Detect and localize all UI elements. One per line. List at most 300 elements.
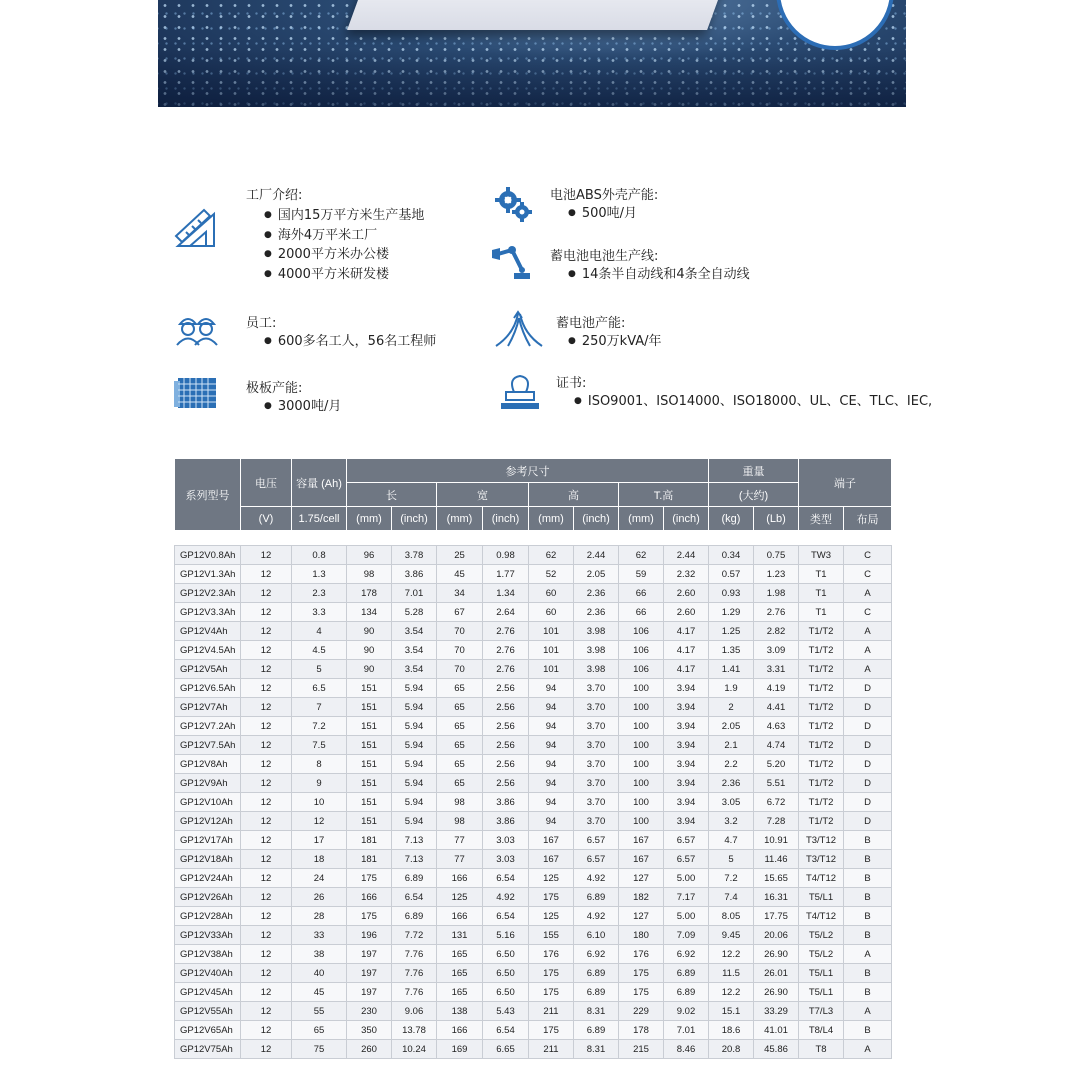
spec-cell: T3/T12	[799, 850, 844, 869]
spec-cell: 167	[619, 850, 664, 869]
spec-cell: B	[844, 983, 892, 1002]
spec-cell: 151	[347, 736, 392, 755]
robot-arm-icon	[490, 244, 536, 284]
spec-cell: 100	[619, 736, 664, 755]
feature-factory	[246, 184, 424, 284]
model-cell: GP12V75Ah	[175, 1040, 241, 1059]
spec-cell: 45	[437, 565, 483, 584]
spec-cell: 125	[529, 907, 574, 926]
model-cell: GP12V45Ah	[175, 983, 241, 1002]
spec-cell: A	[844, 1040, 892, 1059]
model-cell: GP12V6.5Ah	[175, 679, 241, 698]
spec-cell: 3.70	[574, 755, 619, 774]
spec-cell: T1/T2	[799, 698, 844, 717]
spec-cell: 10.24	[392, 1040, 437, 1059]
spec-cell: 0.93	[709, 584, 754, 603]
model-cell: GP12V7Ah	[175, 698, 241, 717]
spec-cell: 4.17	[664, 622, 709, 641]
spec-cell: T7/L3	[799, 1002, 844, 1021]
spec-cell: 9.02	[664, 1002, 709, 1021]
spec-cell: 6.50	[483, 964, 529, 983]
spec-cell: 7.76	[392, 945, 437, 964]
spec-cell: 66	[619, 603, 664, 622]
spec-cell: 230	[347, 1002, 392, 1021]
spec-cell: T5/L2	[799, 945, 844, 964]
spec-cell: 2.64	[483, 603, 529, 622]
spec-cell: 175	[529, 1021, 574, 1040]
spec-cell: 166	[437, 869, 483, 888]
spec-cell: 17.75	[754, 907, 799, 926]
spec-cell: 94	[529, 774, 574, 793]
spec-cell: 18	[292, 850, 347, 869]
spec-cell: 3.70	[574, 736, 619, 755]
spec-cell: 6.89	[574, 964, 619, 983]
spec-cell: 33.29	[754, 1002, 799, 1021]
spec-cell: 101	[529, 622, 574, 641]
spec-cell: 65	[437, 698, 483, 717]
spec-cell: 151	[347, 812, 392, 831]
feature-staff	[246, 312, 436, 352]
spec-cell: 165	[437, 964, 483, 983]
spec-cell: 5.94	[392, 793, 437, 812]
spec-cell: A	[844, 622, 892, 641]
spec-cell: B	[844, 1021, 892, 1040]
spec-cell: 176	[619, 945, 664, 964]
spec-cell: 12	[241, 1021, 292, 1040]
spec-cell: 100	[619, 755, 664, 774]
spec-cell: 94	[529, 736, 574, 755]
spec-cell: 7.76	[392, 983, 437, 1002]
spec-cell: 175	[619, 983, 664, 1002]
spec-cell: 4.17	[664, 660, 709, 679]
spec-cell: 45	[292, 983, 347, 1002]
spec-cell: 20.06	[754, 926, 799, 945]
spec-cell: 229	[619, 1002, 664, 1021]
spec-cell: 12	[241, 964, 292, 983]
spec-cell: 5.51	[754, 774, 799, 793]
spec-cell: 2.76	[754, 603, 799, 622]
spec-cell: 169	[437, 1040, 483, 1059]
table-row	[175, 1002, 892, 1021]
spec-cell: 12	[241, 622, 292, 641]
spec-cell: 5.28	[392, 603, 437, 622]
header-terminal-layout: 布局	[844, 507, 892, 531]
spec-cell: 94	[529, 812, 574, 831]
spec-cell: 6.92	[664, 945, 709, 964]
spec-cell: D	[844, 774, 892, 793]
spec-cell: T1/T2	[799, 774, 844, 793]
banner-product-box	[347, 0, 729, 30]
spec-cell: A	[844, 584, 892, 603]
spec-cell: 12	[241, 793, 292, 812]
header-unit-kg: (kg)	[709, 507, 754, 531]
model-cell: GP12V28Ah	[175, 907, 241, 926]
spec-cell: T5/L1	[799, 888, 844, 907]
model-cell: GP12V4Ah	[175, 622, 241, 641]
spec-cell: 12	[241, 679, 292, 698]
spec-cell: 4.5	[292, 641, 347, 660]
feature-line-item: ● 14条半自动线和4条全自动线	[568, 265, 750, 285]
spec-cell: 100	[619, 679, 664, 698]
spec-cell: 100	[619, 698, 664, 717]
feature-factory-item: ● 2000平方米办公楼	[264, 245, 424, 265]
spec-cell: 65	[292, 1021, 347, 1040]
spec-cell: 3.2	[709, 812, 754, 831]
table-row	[175, 850, 892, 869]
table-row	[175, 983, 892, 1002]
spec-cell: 16.31	[754, 888, 799, 907]
spec-cell: 0.98	[483, 546, 529, 565]
table-row	[175, 717, 892, 736]
header-voltage-unit: (V)	[241, 507, 292, 531]
spec-cell: 1.25	[709, 622, 754, 641]
spec-cell: 12	[241, 565, 292, 584]
ruler-triangle-icon	[174, 206, 222, 254]
model-cell: GP12V17Ah	[175, 831, 241, 850]
spec-cell: B	[844, 907, 892, 926]
spec-cell: 11.5	[709, 964, 754, 983]
spec-cell: 151	[347, 679, 392, 698]
spec-cell: 12	[241, 907, 292, 926]
spec-cell: 55	[292, 1002, 347, 1021]
spec-cell: 59	[619, 565, 664, 584]
feature-cert-item: ● ISO9001、ISO14000、ISO18000、UL、CE、TLC、IEC,	[574, 392, 932, 412]
table-row	[175, 565, 892, 584]
spec-cell: 0.8	[292, 546, 347, 565]
table-row	[175, 888, 892, 907]
spec-cell: C	[844, 603, 892, 622]
workers-icon	[174, 312, 222, 350]
spec-cell: 5.94	[392, 698, 437, 717]
model-cell: GP12V4.5Ah	[175, 641, 241, 660]
spec-cell: 77	[437, 850, 483, 869]
spec-cell: 26.90	[754, 983, 799, 1002]
spec-cell: 2.56	[483, 679, 529, 698]
spec-cell: T1/T2	[799, 641, 844, 660]
spec-cell: 7.09	[664, 926, 709, 945]
spec-cell: 106	[619, 660, 664, 679]
spec-cell: 12	[241, 850, 292, 869]
spec-cell: 24	[292, 869, 347, 888]
spec-cell: 65	[437, 736, 483, 755]
spec-cell: 3.70	[574, 717, 619, 736]
spec-cell: 7.13	[392, 831, 437, 850]
spec-cell: 3.94	[664, 755, 709, 774]
spec-cell: 2.76	[483, 641, 529, 660]
spec-cell: 1.3	[292, 565, 347, 584]
spec-cell: A	[844, 660, 892, 679]
table-row	[175, 603, 892, 622]
spec-cell: 175	[529, 888, 574, 907]
spec-cell: 98	[437, 812, 483, 831]
spec-cell: 101	[529, 660, 574, 679]
spec-cell: 12	[241, 983, 292, 1002]
spec-cell: 7.13	[392, 850, 437, 869]
feature-line-title: 蓄电池电池生产线:	[550, 249, 659, 264]
spec-cell: 6.54	[483, 907, 529, 926]
spec-cell: 100	[619, 774, 664, 793]
spec-cell: A	[844, 1002, 892, 1021]
spec-cell: 9.45	[709, 926, 754, 945]
spec-cell: T1	[799, 584, 844, 603]
spec-cell: 1.29	[709, 603, 754, 622]
spec-cell: 7.72	[392, 926, 437, 945]
spec-cell: T5/L1	[799, 964, 844, 983]
model-cell: GP12V65Ah	[175, 1021, 241, 1040]
spec-cell: 1.9	[709, 679, 754, 698]
spec-cell: 96	[347, 546, 392, 565]
spec-cell: 94	[529, 679, 574, 698]
spec-cell: 5.16	[483, 926, 529, 945]
spec-cell: T4/T12	[799, 907, 844, 926]
banner-floor-shade	[158, 47, 906, 107]
spec-cell: 12.2	[709, 983, 754, 1002]
header-model: 系列型号	[175, 459, 241, 531]
spec-cell: 5.94	[392, 755, 437, 774]
spec-cell: 125	[529, 869, 574, 888]
model-cell: GP12V38Ah	[175, 945, 241, 964]
spec-cell: B	[844, 850, 892, 869]
spec-cell: 94	[529, 793, 574, 812]
table-row	[175, 907, 892, 926]
spec-cell: 8.31	[574, 1002, 619, 1021]
spec-cell: 175	[347, 907, 392, 926]
spec-cell: 2.82	[754, 622, 799, 641]
header-capacity-rate: 1.75/cell	[292, 507, 347, 531]
spec-cell: 12	[241, 831, 292, 850]
spec-cell: 5.94	[392, 812, 437, 831]
spec-cell: 3.94	[664, 698, 709, 717]
header-unit-lb: (Lb)	[754, 507, 799, 531]
spec-cell: 2.60	[664, 603, 709, 622]
spec-cell: 181	[347, 850, 392, 869]
spec-cell: 12	[241, 945, 292, 964]
spec-cell: 3.86	[483, 793, 529, 812]
spec-cell: C	[844, 565, 892, 584]
spec-cell: 90	[347, 622, 392, 641]
spec-cell: 3.86	[392, 565, 437, 584]
spec-cell: 40	[292, 964, 347, 983]
model-cell: GP12V3.3Ah	[175, 603, 241, 622]
spec-cell: 2.56	[483, 717, 529, 736]
header-unit-mm: (mm)	[619, 507, 664, 531]
spec-cell: 3.98	[574, 641, 619, 660]
spec-cell: 167	[529, 831, 574, 850]
spec-cell: 180	[619, 926, 664, 945]
spec-cell: 6.89	[574, 1021, 619, 1040]
table-row	[175, 869, 892, 888]
spec-cell: 175	[347, 869, 392, 888]
spec-cell: 1.41	[709, 660, 754, 679]
spec-cell: 34	[437, 584, 483, 603]
header-width: 宽	[437, 483, 529, 507]
feature-abs-item: ● 500吨/月	[568, 204, 658, 224]
spec-cell: 60	[529, 584, 574, 603]
feature-staff-item: ● 600多名工人，56名工程师	[264, 332, 436, 352]
spec-cell: 20.8	[709, 1040, 754, 1059]
spec-cell: 1.23	[754, 565, 799, 584]
model-cell: GP12V7.2Ah	[175, 717, 241, 736]
spec-cell: 3.94	[664, 717, 709, 736]
spec-cell: D	[844, 698, 892, 717]
spec-cell: 197	[347, 945, 392, 964]
spec-cell: T1	[799, 603, 844, 622]
table-row	[175, 793, 892, 812]
spec-table-header	[174, 458, 892, 531]
spec-table	[174, 458, 891, 1059]
spec-cell: 166	[437, 1021, 483, 1040]
spec-cell: 3.98	[574, 622, 619, 641]
spec-cell: 3.70	[574, 774, 619, 793]
header-weight-approx: (大约)	[709, 483, 799, 507]
spec-cell: 77	[437, 831, 483, 850]
spec-cell: 3.31	[754, 660, 799, 679]
spec-cell: 12	[241, 698, 292, 717]
spec-cell: 94	[529, 755, 574, 774]
spec-cell: 4.7	[709, 831, 754, 850]
spec-cell: 178	[347, 584, 392, 603]
spec-cell: T1/T2	[799, 660, 844, 679]
spec-cell: 90	[347, 641, 392, 660]
spec-cell: 2.44	[664, 546, 709, 565]
spec-cell: 5.00	[664, 907, 709, 926]
feature-factory-item: ● 国内15万平方米生产基地	[264, 206, 424, 226]
spec-cell: 6.92	[574, 945, 619, 964]
spec-cell: 197	[347, 983, 392, 1002]
header-terminal: 端子	[799, 459, 892, 507]
spec-cell: C	[844, 546, 892, 565]
spec-cell: 106	[619, 641, 664, 660]
spec-cell: 2.1	[709, 736, 754, 755]
spec-cell: 12	[241, 603, 292, 622]
spec-cell: 12	[241, 869, 292, 888]
table-row	[175, 622, 892, 641]
feature-factory-item: ● 4000平方米研发楼	[264, 265, 424, 285]
spec-cell: B	[844, 888, 892, 907]
spec-cell: T1	[799, 565, 844, 584]
spec-cell: 10.91	[754, 831, 799, 850]
spec-cell: 2.60	[664, 584, 709, 603]
spec-cell: 6.89	[664, 983, 709, 1002]
spec-cell: B	[844, 964, 892, 983]
spec-cell: 5.94	[392, 774, 437, 793]
spec-cell: 3.94	[664, 812, 709, 831]
spec-cell: 6.54	[392, 888, 437, 907]
spec-cell: 94	[529, 717, 574, 736]
table-row	[175, 945, 892, 964]
spec-cell: 5.94	[392, 679, 437, 698]
spec-cell: 2.44	[574, 546, 619, 565]
header-weight: 重量	[709, 459, 799, 483]
feature-abs	[550, 184, 658, 224]
spec-cell: 3.54	[392, 641, 437, 660]
spec-cell: 166	[347, 888, 392, 907]
header-length: 长	[347, 483, 437, 507]
spec-cell: 6.54	[483, 869, 529, 888]
spec-cell: 3.70	[574, 698, 619, 717]
spec-cell: T5/L1	[799, 983, 844, 1002]
spec-cell: 6.89	[664, 964, 709, 983]
spec-cell: 2.05	[574, 565, 619, 584]
header-height: 高	[529, 483, 619, 507]
spec-cell: 6.10	[574, 926, 619, 945]
spec-cell: 12	[241, 774, 292, 793]
header-capacity: 容量 (Ah)	[292, 459, 347, 507]
grid-plate-icon	[174, 376, 218, 414]
spec-cell: 4.41	[754, 698, 799, 717]
spec-cell: 33	[292, 926, 347, 945]
table-row	[175, 546, 892, 565]
spec-cell: 9	[292, 774, 347, 793]
spec-cell: 260	[347, 1040, 392, 1059]
spec-cell: 3.05	[709, 793, 754, 812]
spec-cell: 2.36	[709, 774, 754, 793]
model-cell: GP12V8Ah	[175, 755, 241, 774]
spec-cell: 101	[529, 641, 574, 660]
header-terminal-type: 类型	[799, 507, 844, 531]
table-row	[175, 584, 892, 603]
spec-cell: 5	[292, 660, 347, 679]
spec-cell: T1/T2	[799, 736, 844, 755]
spec-cell: 3.54	[392, 660, 437, 679]
spec-cell: 6.5	[292, 679, 347, 698]
spec-cell: 1.35	[709, 641, 754, 660]
header-unit-inch: (inch)	[483, 507, 529, 531]
spec-cell: 67	[437, 603, 483, 622]
spec-cell: D	[844, 755, 892, 774]
spec-cell: 3.03	[483, 831, 529, 850]
spec-cell: 60	[529, 603, 574, 622]
spec-cell: 215	[619, 1040, 664, 1059]
spec-cell: 125	[437, 888, 483, 907]
spec-cell: 1.77	[483, 565, 529, 584]
spec-cell: 12	[241, 1040, 292, 1059]
spec-cell: 12	[241, 1002, 292, 1021]
spec-cell: 12	[241, 736, 292, 755]
spec-cell: 3.70	[574, 812, 619, 831]
spec-cell: 2	[709, 698, 754, 717]
spec-cell: 7	[292, 698, 347, 717]
feature-cert-title: 证书:	[556, 376, 587, 391]
spec-cell: 5.00	[664, 869, 709, 888]
spec-cell: 165	[437, 983, 483, 1002]
feature-plate-title: 极板产能:	[246, 381, 303, 396]
growth-arrows-icon	[494, 310, 544, 352]
spec-cell: 3.54	[392, 622, 437, 641]
feature-capacity-title: 蓄电池产能:	[556, 316, 626, 331]
spec-cell: 75	[292, 1040, 347, 1059]
spec-cell: 25	[437, 546, 483, 565]
gears-icon	[494, 186, 534, 226]
table-row	[175, 926, 892, 945]
table-row	[175, 679, 892, 698]
header-dimensions: 参考尺寸	[347, 459, 709, 483]
model-cell: GP12V55Ah	[175, 1002, 241, 1021]
spec-cell: 3.09	[754, 641, 799, 660]
spec-cell: D	[844, 679, 892, 698]
header-unit-inch: (inch)	[392, 507, 437, 531]
spec-cell: 12	[241, 641, 292, 660]
spec-cell: 3.94	[664, 736, 709, 755]
spec-cell: 7.17	[664, 888, 709, 907]
spec-cell: 7.2	[709, 869, 754, 888]
spec-cell: T4/T12	[799, 869, 844, 888]
spec-cell: 62	[529, 546, 574, 565]
spec-cell: 26.01	[754, 964, 799, 983]
table-row	[175, 755, 892, 774]
spec-cell: TW3	[799, 546, 844, 565]
spec-cell: 4.19	[754, 679, 799, 698]
